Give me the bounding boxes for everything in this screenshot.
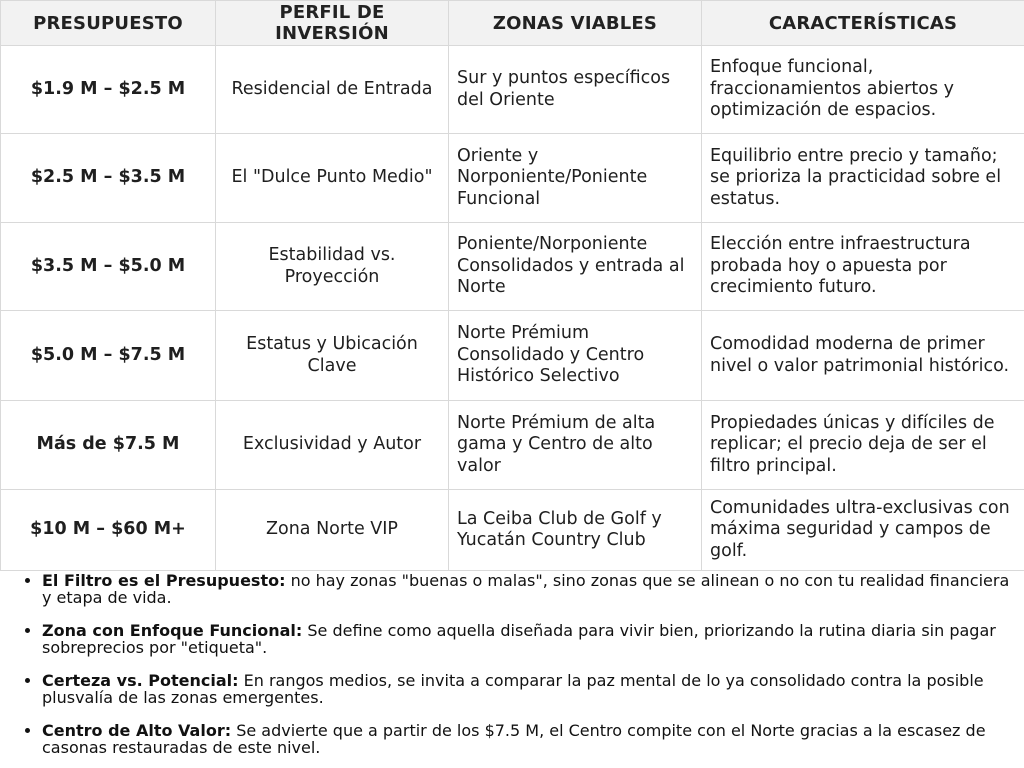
cell-zones: Norte Prémium Consolidado y Centro Histórico Selectivo [449, 311, 702, 401]
note-text: Se define como aquella diseñada para vivir bien, priorizando la rutina diaria sin pagar sobreprecios por "etiqueta". [42, 621, 996, 657]
cell-zones: La Ceiba Club de Golf y Yucatán Country Club [449, 490, 702, 571]
table-row [1, 490, 1024, 571]
header-perfil: PERFIL DE INVERSIÓN [216, 1, 449, 46]
cell-profile: Residencial de Entrada [216, 46, 449, 134]
cell-profile: Estabilidad vs. Proyección [216, 223, 449, 311]
cell-zones: Oriente y Norponiente/Poniente Funcional [449, 134, 702, 223]
cell-features: Elección entre infraestructura probada hoy o apuesta por crecimiento futuro. [702, 223, 1024, 311]
note-label: El Filtro es el Presupuesto: [42, 571, 286, 590]
notes-list [0, 572, 1024, 768]
header-presupuesto: PRESUPUESTO [1, 1, 216, 46]
note-item [42, 672, 1014, 706]
cell-profile: Estatus y Ubicación Clave [216, 311, 449, 401]
cell-budget: $10 M – $60 M+ [1, 490, 216, 571]
cell-budget: $1.9 M – $2.5 M [1, 46, 216, 134]
cell-budget: $5.0 M – $7.5 M [1, 311, 216, 401]
table-row [1, 46, 1024, 134]
note-item [42, 722, 1014, 756]
header-zonas: ZONAS VIABLES [449, 1, 702, 46]
note-text: no hay zonas "buenas o malas", sino zonas que se alinean o no con tu realidad financiera y etapa de vida. [42, 571, 1010, 607]
cell-features: Propiedades únicas y difíciles de replicar; el precio deja de ser el filtro principal. [702, 401, 1024, 490]
cell-features: Comunidades ultra-exclusivas con máxima seguridad y campos de golf. [702, 490, 1024, 571]
cell-features: Equilibrio entre precio y tamaño; se prioriza la practicidad sobre el estatus. [702, 134, 1024, 223]
cell-budget: $3.5 M – $5.0 M [1, 223, 216, 311]
table-row [1, 401, 1024, 490]
note-label: Zona con Enfoque Funcional: [42, 621, 303, 640]
table-row [1, 134, 1024, 223]
cell-budget: $2.5 M – $3.5 M [1, 134, 216, 223]
note-text: En rangos medios, se invita a comparar la paz mental de lo ya consolidado contra la posible plusvalía de las zonas emergentes. [42, 671, 984, 707]
cell-zones: Poniente/Norponiente Consolidados y entrada al Norte [449, 223, 702, 311]
cell-profile: Zona Norte VIP [216, 490, 449, 571]
note-item [42, 572, 1014, 606]
cell-profile: El "Dulce Punto Medio" [216, 134, 449, 223]
table-header-row [1, 1, 1024, 46]
cell-zones: Norte Prémium de alta gama y Centro de alto valor [449, 401, 702, 490]
note-label: Certeza vs. Potencial: [42, 671, 239, 690]
table-row [1, 311, 1024, 401]
note-label: Centro de Alto Valor: [42, 721, 232, 740]
cell-features: Comodidad moderna de primer nivel o valor patrimonial histórico. [702, 311, 1024, 401]
cell-zones: Sur y puntos específicos del Oriente [449, 46, 702, 134]
cell-profile: Exclusividad y Autor [216, 401, 449, 490]
cell-budget: Más de $7.5 M [1, 401, 216, 490]
note-text: Se advierte que a partir de los $7.5 M, el Centro compite con el Norte gracias a la escasez de casonas restauradas de este nivel. [42, 721, 986, 757]
cell-features: Enfoque funcional, fraccionamientos abiertos y optimización de espacios. [702, 46, 1024, 134]
note-item [42, 622, 1014, 656]
header-caracteristicas: CARACTERÍSTICAS [702, 1, 1024, 46]
table-row [1, 223, 1024, 311]
